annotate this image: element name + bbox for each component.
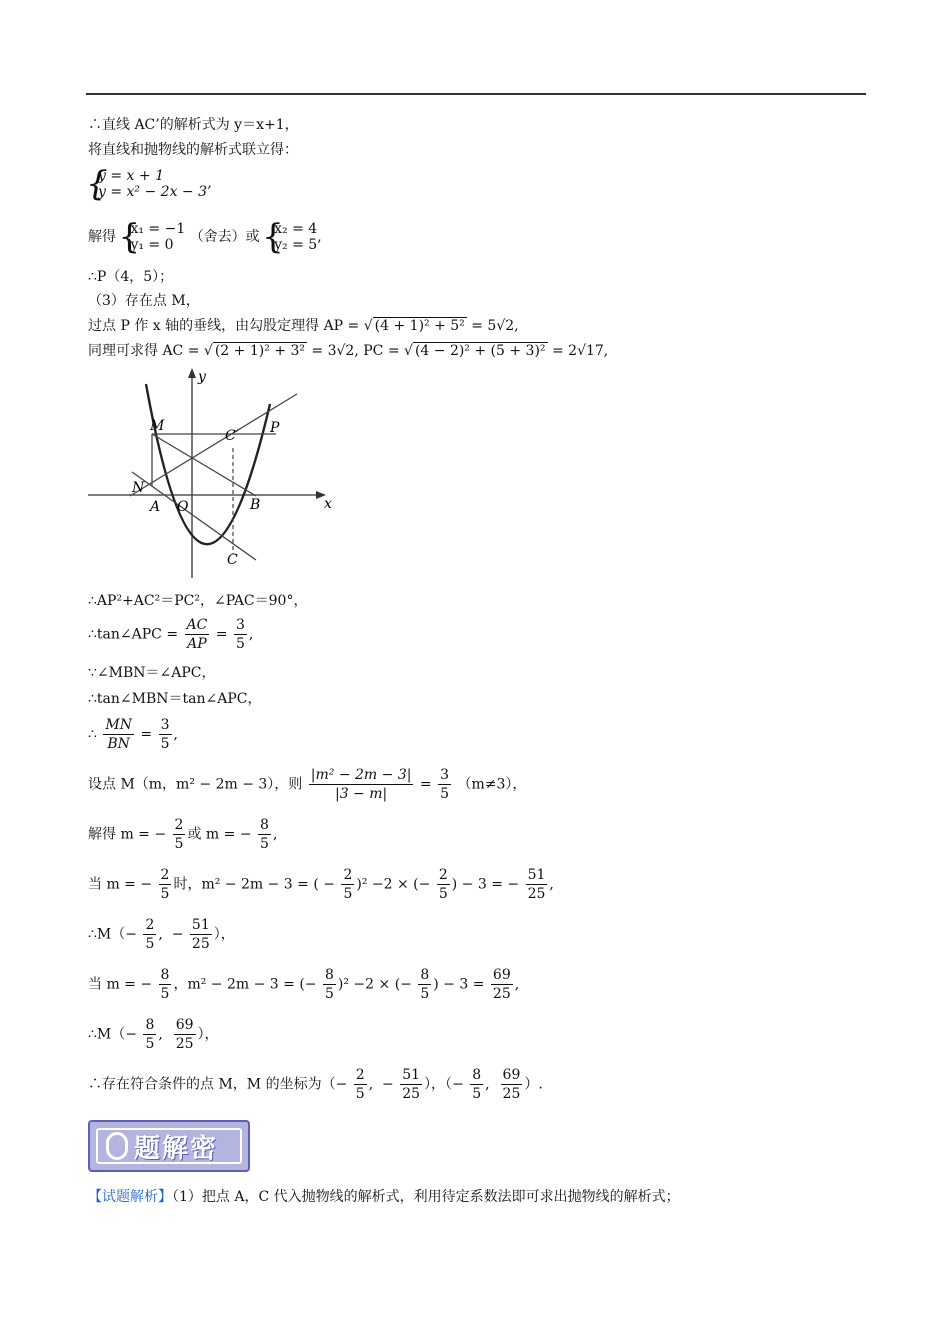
text-line: ∴tan∠MBN＝tan∠APC， [88, 691, 262, 707]
header-rule [86, 93, 866, 95]
text-line: ∴P（4，5）； [88, 269, 174, 285]
ap-line: 过点 P 作 x 轴的垂线，由勾股定理得 AP = √ (4 + 1)² + 5² = 5√2, [88, 318, 519, 334]
text-line: ∴AP²+AC²＝PC²，∠PAC＝90°， [88, 593, 308, 609]
analysis-line [88, 1188, 680, 1206]
label-y: y [198, 369, 206, 385]
set-m-line: 设点 M（m，m² − 2m − 3），则 $\frac{\text{|m² − 2m − 3|}}{|3 - m|}$ = $\frac{3}{5}$ （m≠3）， [88, 767, 527, 802]
line-ac-prime [130, 394, 297, 496]
when1-line: 当 m = − $\frac{2}{5}$ 时，m² − 2m − 3 = ( − $\frac{2}{5}$ )² −2 × (− $\frac{2}{5}$ ) − 3 = − $\frac{51}{25}$ , [88, 867, 554, 902]
m2-line: ∴M（− $\frac{8}{5}$ , $\frac{69}{25}$ ）， [88, 1017, 219, 1052]
label-b: B [250, 497, 261, 513]
label-a: A [150, 499, 161, 515]
analysis-text: （1）把点 A，C 代入抛物线的解析式，利用待定系数法即可求出抛物线的解析式； [172, 1189, 680, 1205]
y-axis-arrow [188, 368, 196, 378]
label-x: x [324, 496, 332, 512]
final-line: ∴存在符合条件的点 M，M 的坐标为（− $\frac{2}{5}$ , − $\frac{51}{25}$ ），（− $\frac{8}{5}$ , $\frac{69}{25}$ ）. [88, 1067, 543, 1102]
label-p: P [270, 420, 280, 436]
text-line: ∴直线 AC’的解析式为 y＝x+1， [88, 117, 299, 133]
label-o: O [177, 499, 189, 515]
ratio-line: ∴ $\frac{MN}{BN}$ = $\frac{3}{5}$ , [88, 717, 178, 752]
when2-line: 当 m = − $\frac{8}{5}$ ，m² − 2m − 3 = (− $\frac{8}{5}$ )² −2 × (− $\frac{8}{5}$ ) − 3 = $\frac{69}{25}$ , [88, 967, 520, 1002]
solve-m-line: 解得 m = − $\frac{2}{5}$ 或 m = − $\frac{8}{5}$ , [88, 817, 278, 852]
m1-line: ∴M（− $\frac{2}{5}$ , − $\frac{51}{25}$ ）， [88, 917, 235, 952]
solution-badge [88, 1120, 250, 1172]
line-mb [152, 434, 256, 496]
parabola [146, 384, 270, 544]
label-c: C [227, 552, 238, 568]
solution-line: 解得 { x₁ = −1 y₁ = 0 （舍去）或 { x₂ = 4 y₂ = 5 , [88, 221, 322, 253]
text-line: （3）存在点 M， [88, 293, 200, 309]
equation-system: { y = x + 1 y = x² − 2x − 3’ [88, 168, 211, 200]
label-n: N [132, 480, 145, 496]
text-line: 将直线和抛物线的解析式联立得： [88, 142, 298, 158]
geometry-figure [86, 364, 346, 584]
analysis-tag: 【试题解析】 [88, 1189, 172, 1205]
badge-inner [96, 1128, 242, 1164]
badge-icon [106, 1132, 128, 1160]
label-m: M [150, 418, 165, 434]
text-line: ∵∠MBN＝∠APC， [88, 665, 216, 681]
tan-apc-line: ∴tan∠APC = $\frac{AC}{AP}$ = $\frac{3}{5}$ , [88, 617, 254, 652]
ac-line: 同理可求得 AC = √ (2 + 1)² + 3² = 3√2, PC = √ (4 − 2)² + (5 + 3)² = 2√17, [88, 343, 609, 359]
label-c-prime: C′ [225, 428, 239, 444]
badge-label: 题解密 [134, 1133, 219, 1164]
